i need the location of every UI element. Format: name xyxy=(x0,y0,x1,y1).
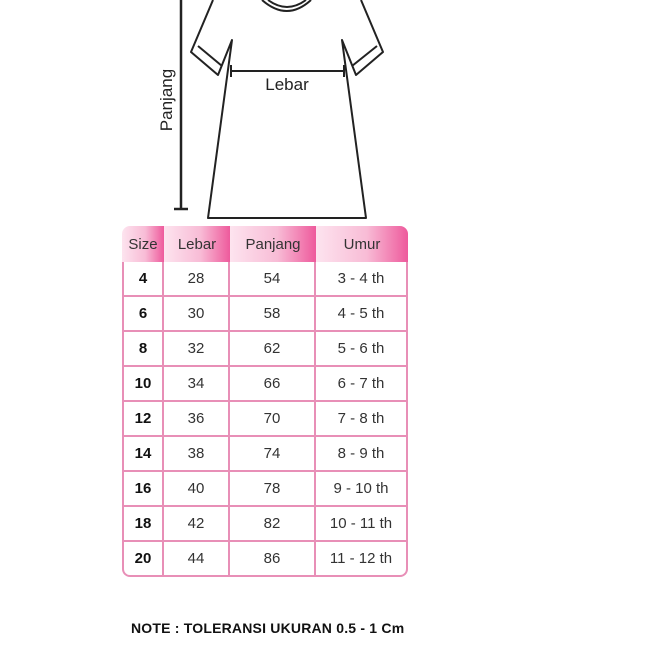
table-row xyxy=(122,297,408,332)
cell-umur: 11 - 12 th xyxy=(316,542,408,577)
table-row xyxy=(122,437,408,472)
table-header-row xyxy=(122,226,408,262)
length-dimension xyxy=(174,0,188,210)
tolerance-note: NOTE : TOLERANSI UKURAN 0.5 - 1 Cm xyxy=(131,620,405,636)
table-row xyxy=(122,507,408,542)
cell-panjang: 70 xyxy=(230,402,316,437)
cell-panjang: 58 xyxy=(230,297,316,332)
cell-umur: 3 - 4 th xyxy=(316,262,408,297)
header-lebar: Lebar xyxy=(164,226,230,262)
length-label: Panjang xyxy=(157,68,176,132)
width-label: Lebar xyxy=(265,75,309,94)
cell-lebar: 38 xyxy=(164,437,230,472)
cell-size: 16 xyxy=(122,472,164,507)
table-row xyxy=(122,402,408,437)
cell-panjang: 78 xyxy=(230,472,316,507)
cell-panjang: 74 xyxy=(230,437,316,472)
table-row xyxy=(122,472,408,507)
cell-size: 8 xyxy=(122,332,164,367)
cell-umur: 4 - 5 th xyxy=(316,297,408,332)
table-row xyxy=(122,542,408,577)
cell-panjang: 82 xyxy=(230,507,316,542)
dress-diagram xyxy=(0,0,669,222)
cell-lebar: 40 xyxy=(164,472,230,507)
cell-umur: 8 - 9 th xyxy=(316,437,408,472)
cell-size: 18 xyxy=(122,507,164,542)
size-chart-table xyxy=(122,226,408,577)
cell-panjang: 66 xyxy=(230,367,316,402)
table-row xyxy=(122,262,408,297)
cell-panjang: 86 xyxy=(230,542,316,577)
cell-size: 6 xyxy=(122,297,164,332)
cell-panjang: 54 xyxy=(230,262,316,297)
cell-size: 4 xyxy=(122,262,164,297)
header-size: Size xyxy=(122,226,164,262)
header-panjang: Panjang xyxy=(230,226,316,262)
cell-size: 12 xyxy=(122,402,164,437)
cell-umur: 6 - 7 th xyxy=(316,367,408,402)
cell-size: 20 xyxy=(122,542,164,577)
cell-size: 10 xyxy=(122,367,164,402)
cell-lebar: 44 xyxy=(164,542,230,577)
cell-lebar: 36 xyxy=(164,402,230,437)
dress-outline xyxy=(191,0,383,218)
cell-panjang: 62 xyxy=(230,332,316,367)
table-row xyxy=(122,332,408,367)
cell-lebar: 30 xyxy=(164,297,230,332)
cell-umur: 10 - 11 th xyxy=(316,507,408,542)
cell-lebar: 42 xyxy=(164,507,230,542)
cell-lebar: 28 xyxy=(164,262,230,297)
cell-lebar: 32 xyxy=(164,332,230,367)
cell-lebar: 34 xyxy=(164,367,230,402)
header-umur: Umur xyxy=(316,226,408,262)
cell-umur: 5 - 6 th xyxy=(316,332,408,367)
cell-umur: 9 - 10 th xyxy=(316,472,408,507)
cell-umur: 7 - 8 th xyxy=(316,402,408,437)
cell-size: 14 xyxy=(122,437,164,472)
table-row xyxy=(122,367,408,402)
